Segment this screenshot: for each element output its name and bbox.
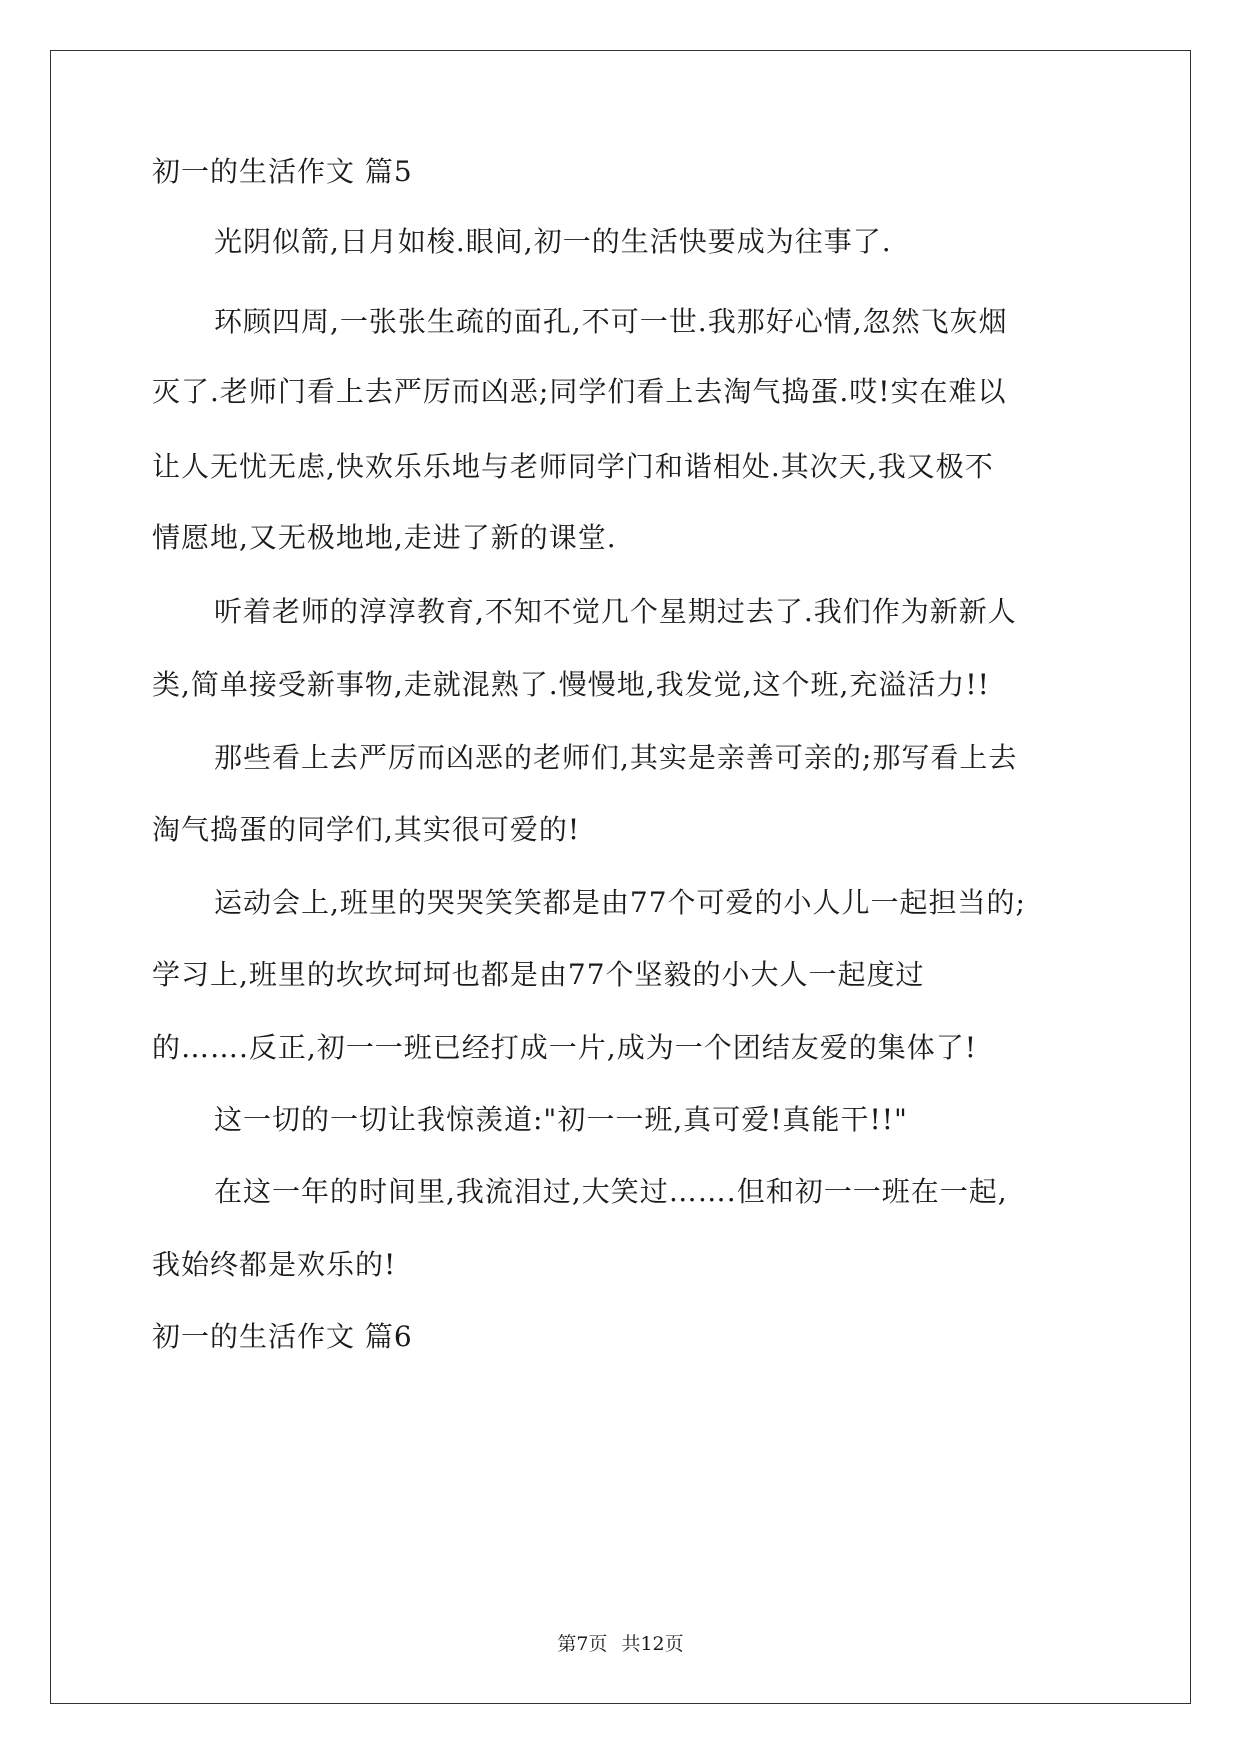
section-heading: 初一的生活作文 篇6	[152, 1320, 413, 1353]
paragraph-line: 我始终都是欢乐的!	[152, 1248, 397, 1281]
paragraph-line: 在这一年的时间里,我流泪过,大笑过…….但和初一一班在一起,	[214, 1175, 1008, 1208]
paragraph-line: 光阴似箭,日月如梭.眼间,初一的生活快要成为往事了.	[214, 225, 892, 258]
paragraph-line: 淘气捣蛋的同学们,其实很可爱的!	[152, 813, 581, 846]
paragraph-line: 的…….反正,初一一班已经打成一片,成为一个团结友爱的集体了!	[152, 1031, 977, 1064]
paragraph-line: 那些看上去严厉而凶恶的老师们,其实是亲善可亲的;那写看上去	[214, 741, 1018, 774]
paragraph-line: 听着老师的淳淳教育,不知不觉几个星期过去了.我们作为新新人	[214, 595, 1017, 628]
paragraph-line: 环顾四周,一张张生疏的面孔,不可一世.我那好心情,忽然飞灰烟	[214, 305, 1008, 338]
paragraph-line: 类,简单接受新事物,走就混熟了.慢慢地,我发觉,这个班,充溢活力!!	[152, 668, 990, 701]
paragraph-line: 学习上,班里的坎坎坷坷也都是由77个坚毅的小大人一起度过	[152, 958, 925, 991]
paragraph-line: 运动会上,班里的哭哭笑笑都是由77个可爱的小人儿一起担当的;	[214, 886, 1026, 919]
page-total: 共12页	[621, 1633, 684, 1655]
section-heading: 初一的生活作文 篇5	[152, 155, 413, 188]
paragraph-line: 灭了.老师门看上去严厉而凶恶;同学们看上去淘气捣蛋.哎!实在难以	[152, 375, 1007, 408]
paragraph-line: 让人无忧无虑,快欢乐乐地与老师同学门和谐相处.其次天,我又极不	[152, 450, 994, 483]
page-border	[50, 50, 1191, 1704]
page-footer	[0, 1632, 1241, 1656]
page-number: 第7页	[557, 1633, 608, 1655]
paragraph-line: 这一切的一切让我惊羡道:"初一一班,真可爱!真能干!!"	[214, 1103, 908, 1136]
paragraph-line: 情愿地,又无极地地,走进了新的课堂.	[152, 521, 617, 554]
